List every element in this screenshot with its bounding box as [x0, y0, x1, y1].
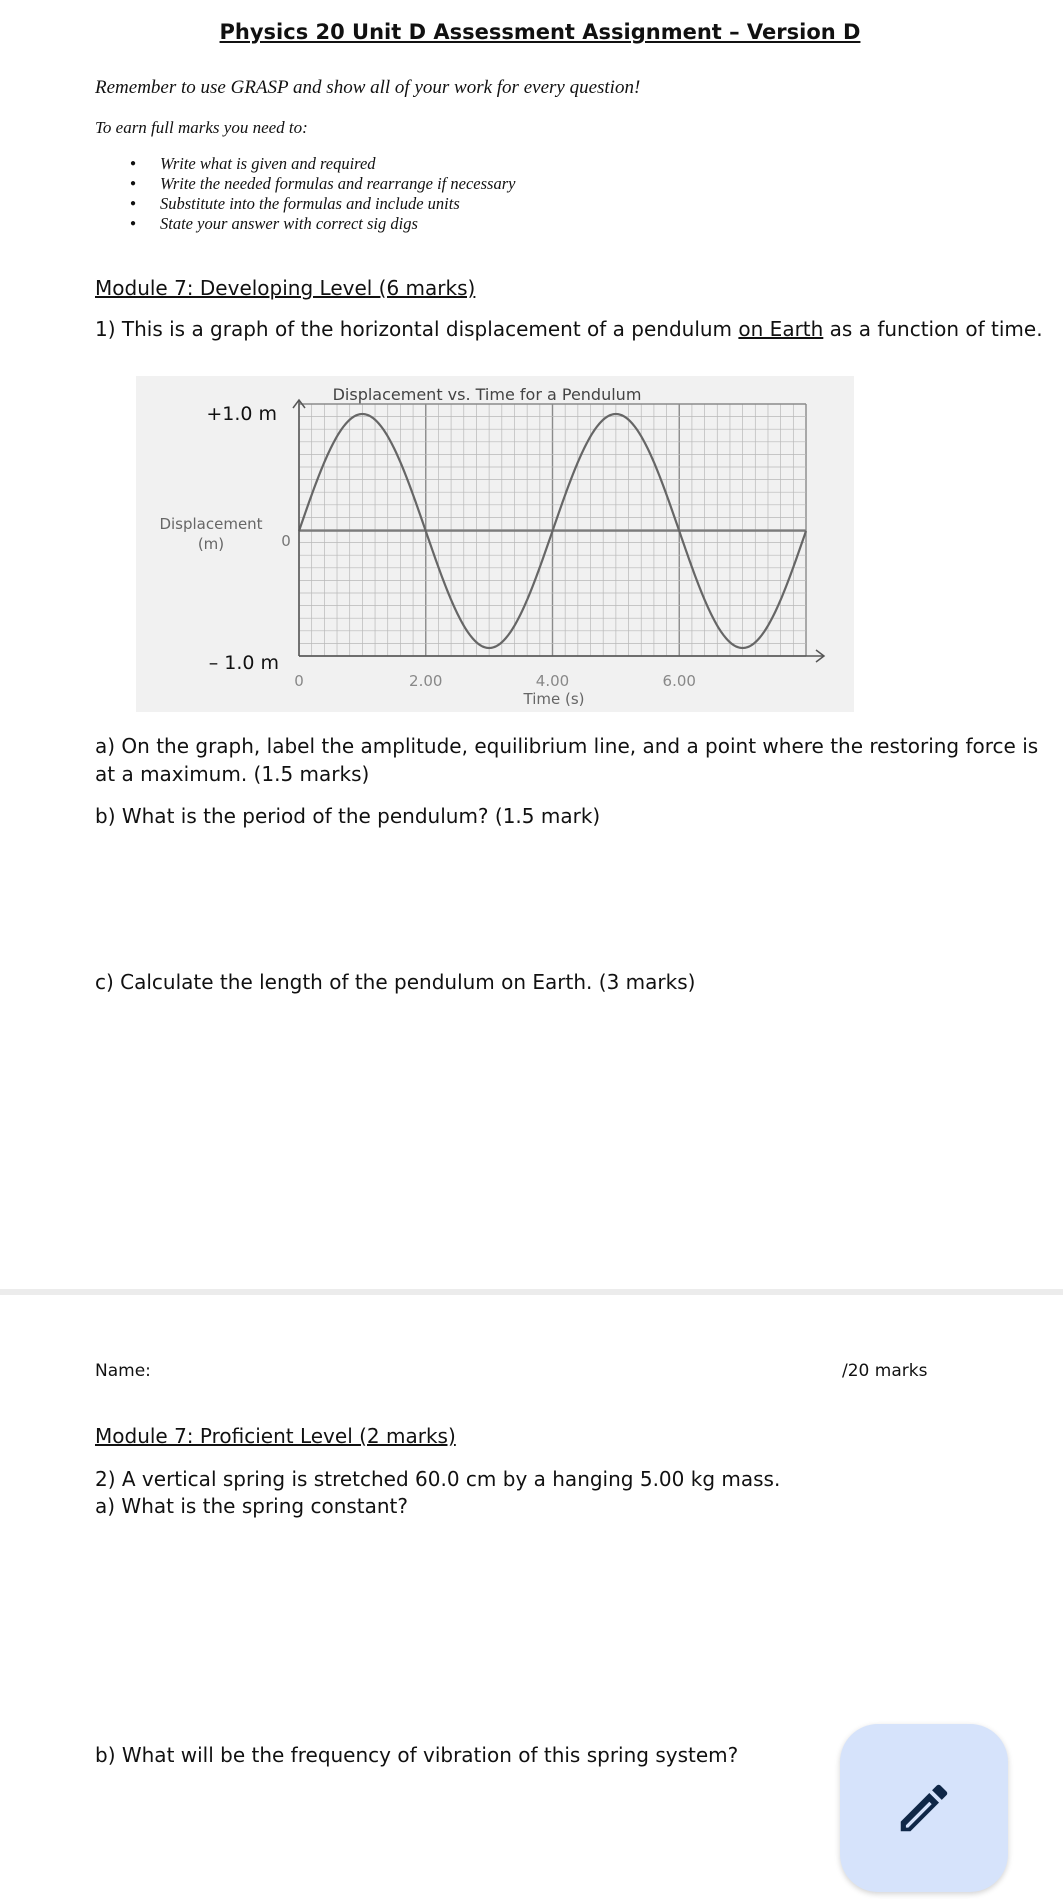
name-label: Name:: [95, 1361, 151, 1381]
x-tick-label: 0: [294, 672, 304, 690]
question-1: [95, 315, 1043, 343]
requirements-list: [130, 154, 515, 234]
question-1-text: 1) This is a graph of the horizontal displacement of a pendulum: [95, 317, 739, 341]
y-tick-label-zero: 0: [281, 532, 291, 550]
question-1b: b) What is the period of the pendulum? (1.5 mark): [95, 804, 601, 828]
x-tick-label: 4.00: [535, 672, 570, 690]
question-1a-line2: at a maximum. (1.5 marks): [95, 762, 370, 786]
module-7-developing-heading: Module 7: Developing Level (6 marks): [95, 276, 476, 300]
question-2: 2) A vertical spring is stretched 60.0 cm by a hanging 5.00 kg mass.: [95, 1467, 781, 1491]
page-break-divider: [0, 1289, 1063, 1295]
y-tick-label-max: +1.0 m: [206, 403, 277, 425]
y-axis-label-line2: (m): [197, 535, 225, 553]
question-1-emphasis: on Earth: [738, 317, 824, 341]
x-tick-labels: [294, 672, 696, 690]
list-item: ● Write the needed formulas and rearrange if necessary: [130, 174, 515, 194]
pencil-icon: [893, 1777, 955, 1839]
y-axis-label-line1: Displacement: [159, 515, 263, 533]
question-2b: b) What will be the frequency of vibration of this spring system?: [95, 1743, 739, 1767]
module-7-proficient-heading: Module 7: Proficient Level (2 marks): [95, 1424, 456, 1448]
grasp-reminder: Remember to use GRASP and show all of your work for every question!: [95, 77, 641, 98]
page-title: Physics 20 Unit D Assessment Assignment – Version D: [219, 20, 861, 44]
total-marks-label: /20 marks: [842, 1361, 928, 1381]
x-axis-label: Time (s): [523, 690, 585, 708]
question-1c: c) Calculate the length of the pendulum on Earth. (3 marks): [95, 970, 696, 994]
y-tick-label-min: – 1.0 m: [208, 652, 279, 674]
list-item: ● Substitute into the formulas and include units: [130, 194, 515, 214]
edit-button[interactable]: [840, 1724, 1008, 1892]
full-marks-intro: To earn full marks you need to:: [95, 118, 308, 137]
x-tick-label: 2.00: [409, 672, 443, 690]
question-1a-line1: a) On the graph, label the amplitude, equilibrium line, and a point where the restoring force is: [95, 734, 1039, 758]
chart-title: Displacement vs. Time for a Pendulum: [332, 385, 642, 404]
question-2a: a) What is the spring constant?: [95, 1494, 409, 1518]
x-tick-label: 6.00: [662, 672, 696, 690]
question-1a: [95, 732, 1038, 788]
list-item: ● Write what is given and required: [130, 154, 515, 174]
question-1-text-end: as a function of time.: [823, 317, 1043, 341]
list-item: ● State your answer with correct sig digs: [130, 214, 515, 234]
displacement-time-graph: [136, 376, 854, 712]
chart-svg: [136, 376, 854, 712]
